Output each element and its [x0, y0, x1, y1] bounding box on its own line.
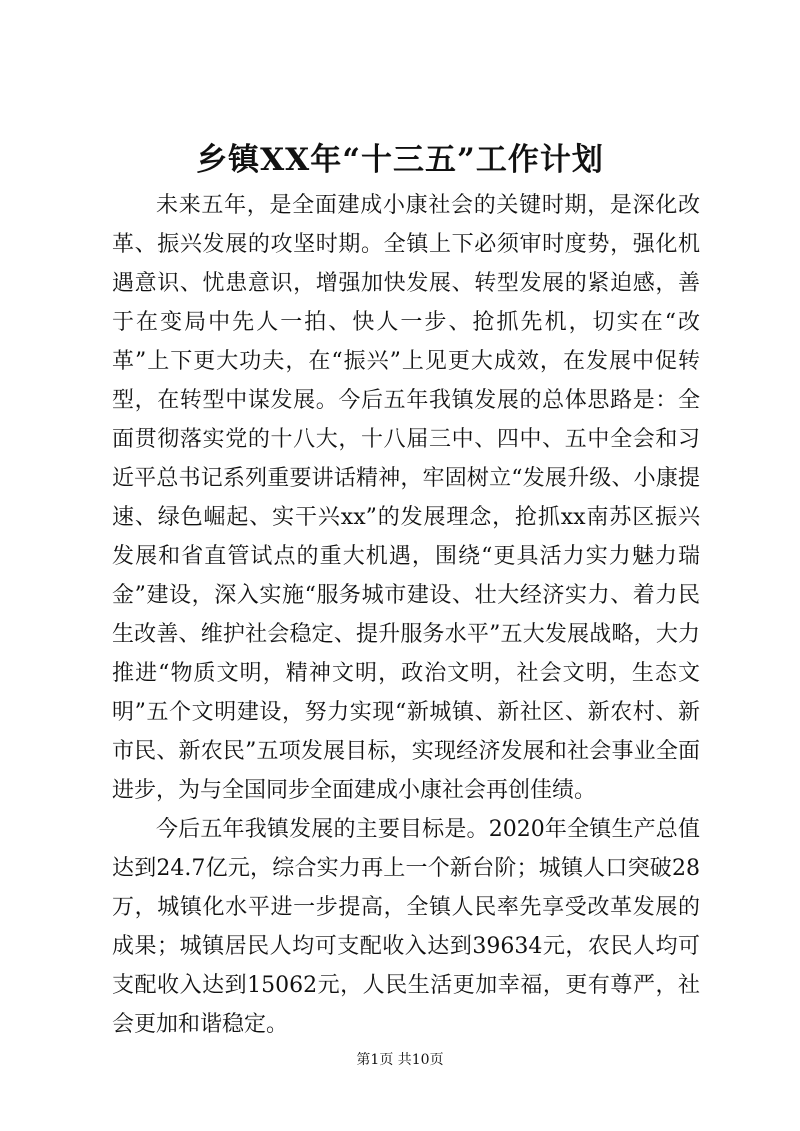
- page-number-footer: 第1页 共10页: [356, 1052, 444, 1068]
- document-body: [112, 186, 700, 1044]
- paragraph-main-goals: 今后五年我镇发展的主要目标是。2020年全镇生产总值达到24.7亿元，综合实力再上一个新台阶；城镇人口突破28万，城镇化水平进一步提高，全镇人民率先享受改革发展的成果；城镇居民人均可支配收入达到39634元，农民人均可支配收入达到15062元，人民生活更加幸福，更有尊严，社会更加和谐稳定。: [112, 817, 700, 1037]
- document-title: 乡镇XX年“十三五”工作计划: [196, 142, 604, 178]
- paragraph-overall-approach: 未来五年，是全面建成小康社会的关键时期，是深化改革、振兴发展的攻坚时期。全镇上下必须审时度势，强化机遇意识、忧患意识，增强加快发展、转型发展的紧迫感，善于在变局中先人一拍、快人一步、抢抓先机，切实在“改革”上下更大功夫，在“振兴”上见更大成效，在发展中促转型，在转型中谋发展。今后五年我镇发展的总体思路是：全面贯彻落实党的十八大，十八届三中、四中、五中全会和习近平总书记系列重要讲话精神，牢固树立“发展升级、小康提速、绿色崛起、实干兴xx”的发展理念，抢抓xx南苏区振兴发展和省直管试点的重大机遇，围绕“更具活力实力魅力瑞金”建设，深入实施“服务城市建设、壮大经济实力、着力民生改善、维护社会稳定、提升服务水平”五大发展战略，大力推进“物质文明，精神文明，政治文明，社会文明，生态文明”五个文明建设，努力实现“新城镇、新社区、新农村、新市民、新农民”五项发展目标，实现经济发展和社会事业全面进步，为与全国同步全面建成小康社会再创佳绩。: [112, 193, 700, 803]
